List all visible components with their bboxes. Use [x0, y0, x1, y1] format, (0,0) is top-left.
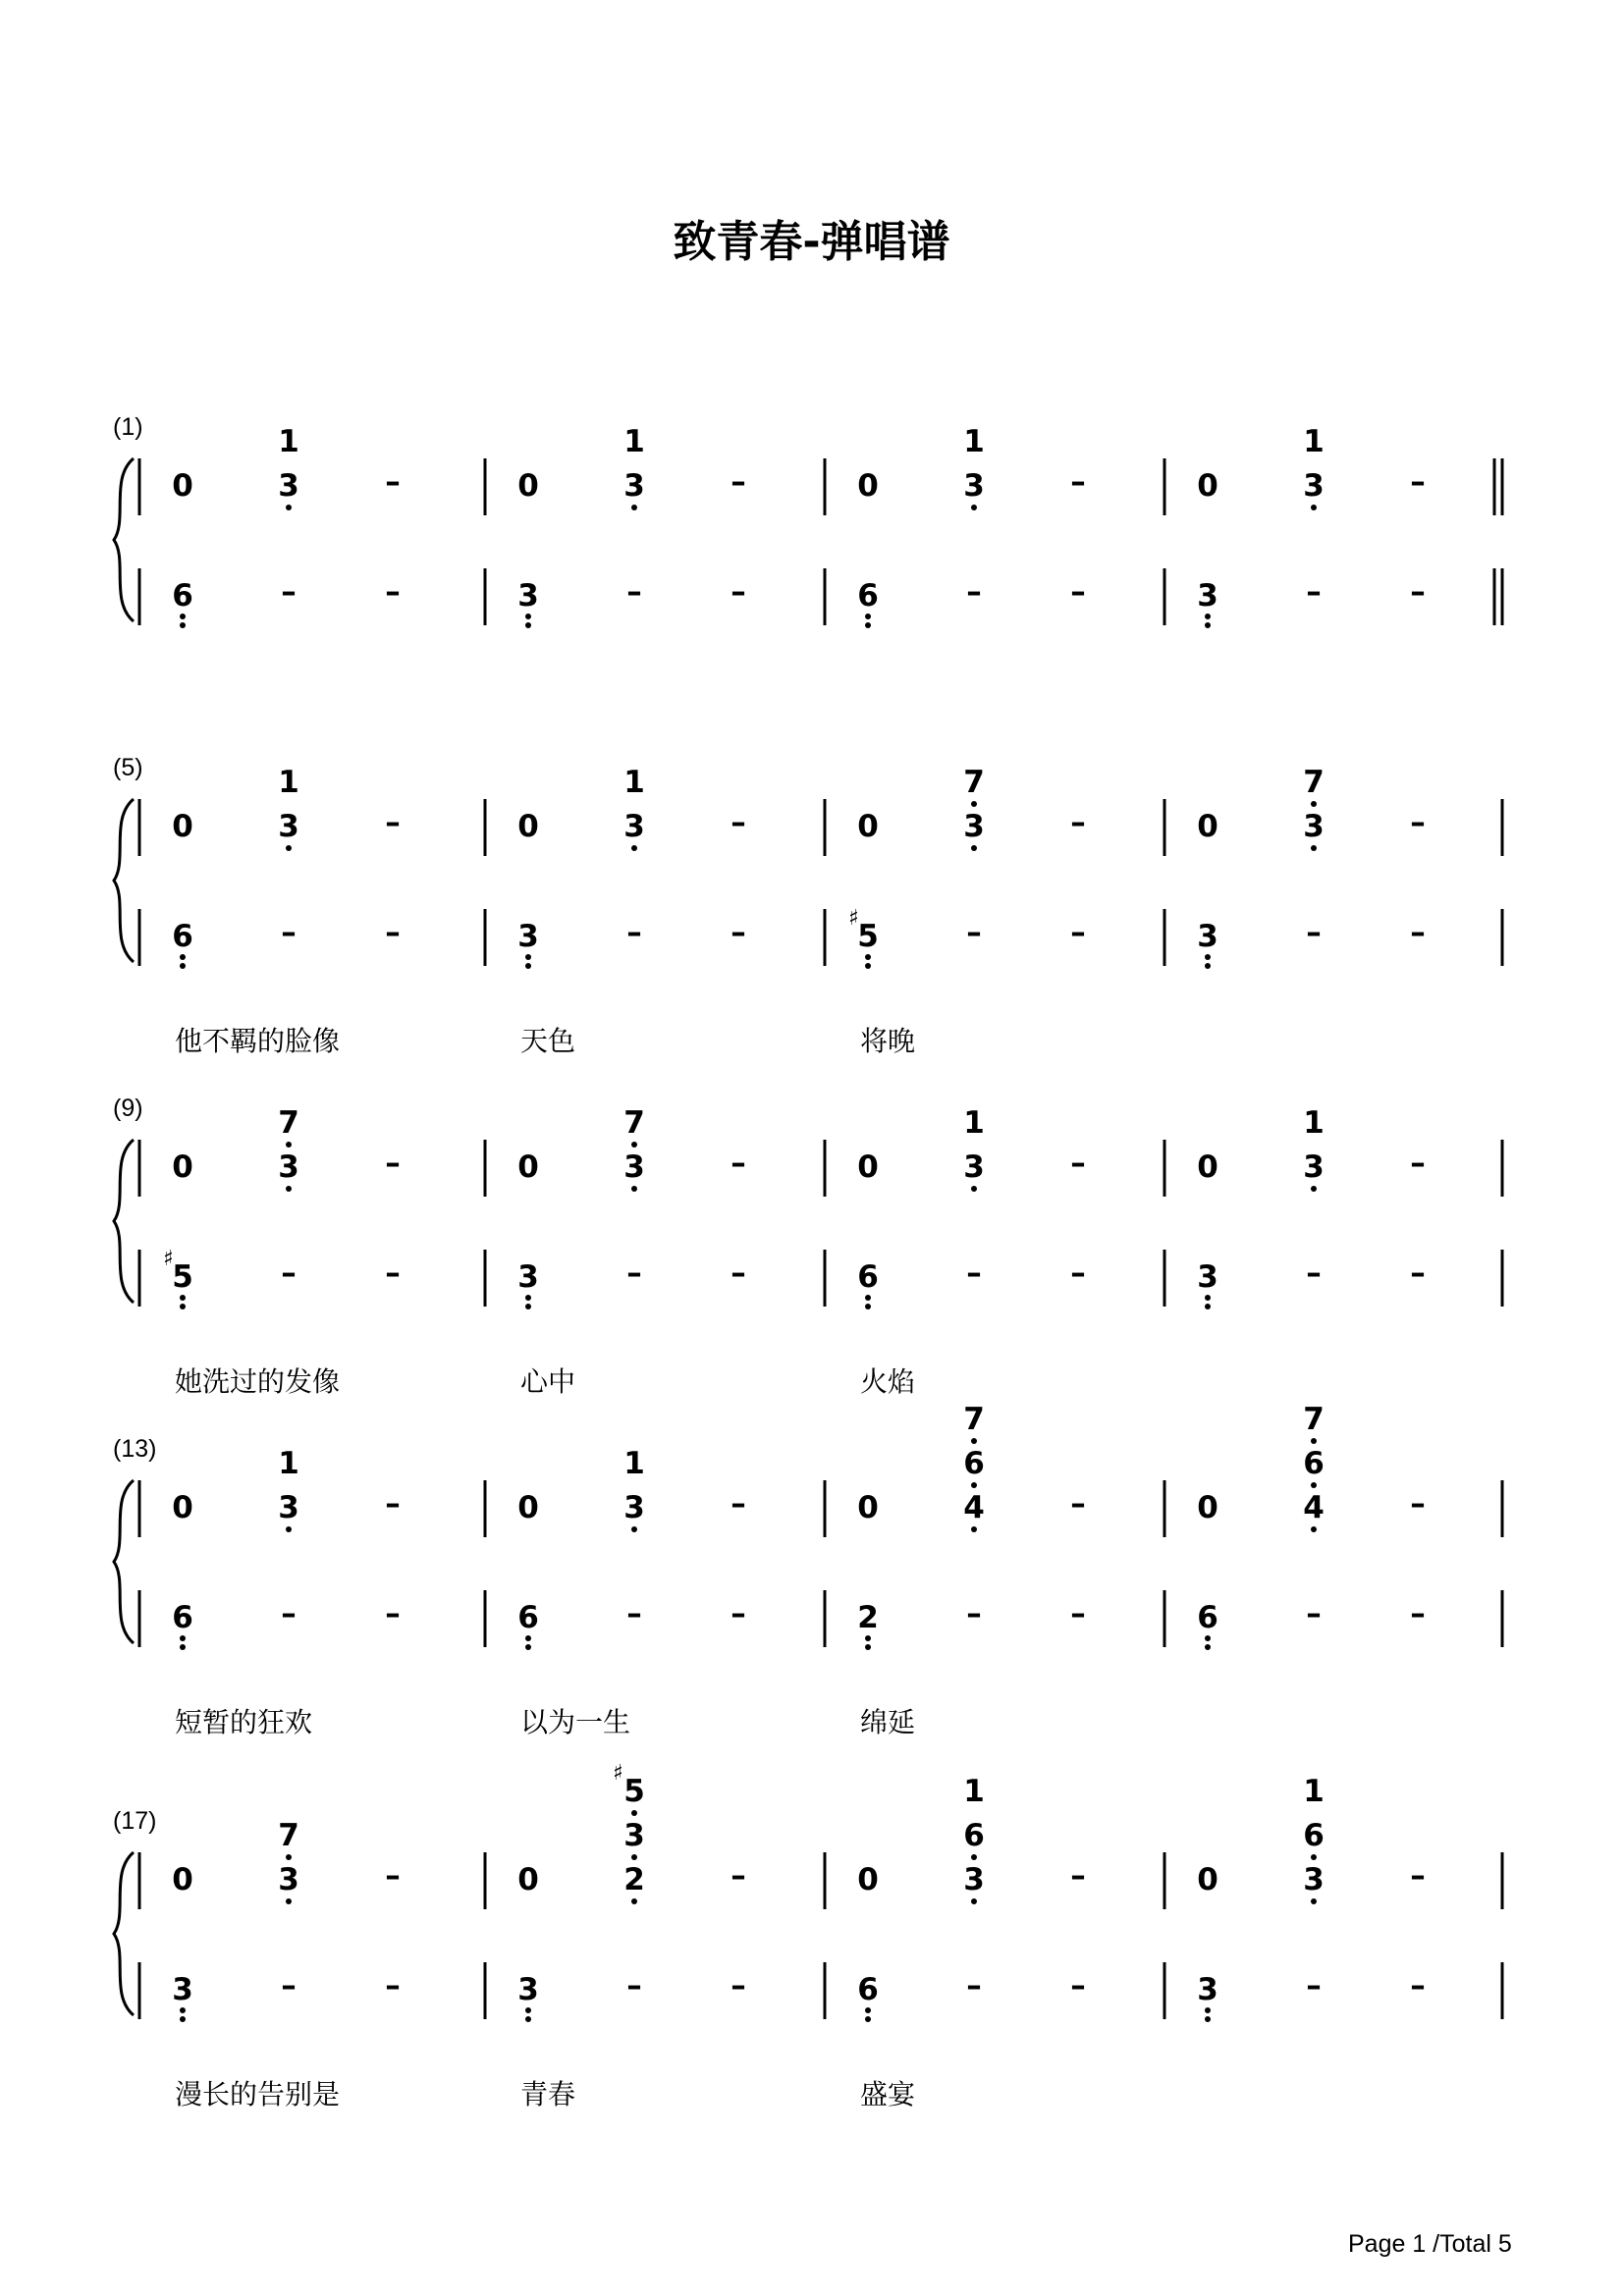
octave-dot-low: [1205, 622, 1211, 628]
octave-dot-low: [525, 963, 531, 969]
sustain-dash: –: [385, 574, 401, 610]
octave-dot-low: [180, 1644, 186, 1650]
system-brace: [114, 799, 134, 962]
sustain-dash: –: [281, 1596, 297, 1631]
octave-dot-low: [865, 1304, 871, 1309]
sustain-dash: –: [1306, 1968, 1322, 2003]
bass-note-digit: 5: [172, 1259, 193, 1295]
bass-note-digit: 3: [517, 1972, 539, 2007]
note-digit: 1: [623, 424, 645, 459]
sustain-dash: –: [385, 915, 401, 950]
octave-dot-low: [1311, 1526, 1317, 1532]
note-digit: 1: [278, 1446, 299, 1481]
sustain-dash: –: [1306, 1255, 1322, 1291]
sustain-dash: –: [385, 1486, 401, 1522]
octave-dot-low: [180, 2016, 186, 2022]
note-digit: 7: [1303, 1402, 1325, 1437]
octave-dot-low: [631, 505, 637, 510]
octave-dot-low: [1311, 1186, 1317, 1192]
octave-dot-low: [865, 963, 871, 969]
sustain-dash: –: [1070, 1968, 1086, 2003]
octave-dot-low: [971, 1898, 977, 1904]
bass-note-digit: 6: [1197, 1600, 1218, 1635]
sustain-dash: –: [966, 574, 982, 610]
note-digit: 1: [623, 1446, 645, 1481]
note-digit: 3: [963, 1862, 985, 1897]
sustain-dash: –: [1070, 805, 1086, 840]
sustain-dash: –: [1070, 915, 1086, 950]
sustain-dash: –: [1306, 915, 1322, 950]
sustain-dash: –: [1070, 1146, 1086, 1181]
bass-note-digit: 3: [1197, 1972, 1218, 2007]
octave-dot-low: [971, 1526, 977, 1532]
octave-dot-low: [971, 845, 977, 851]
sustain-dash: –: [730, 464, 746, 500]
sustain-dash: –: [281, 574, 297, 610]
octave-dot-low: [971, 1438, 977, 1444]
octave-dot-low: [1311, 1898, 1317, 1904]
note-digit: 3: [278, 468, 299, 504]
note-digit: 1: [1303, 1774, 1325, 1809]
octave-dot-low: [631, 1854, 637, 1860]
sustain-dash: –: [730, 1255, 746, 1291]
sustain-dash: –: [1410, 1858, 1426, 1894]
note-digit: 7: [278, 1105, 299, 1141]
note-digit: 1: [963, 1105, 985, 1141]
octave-dot-low: [180, 1295, 186, 1301]
octave-dot-low: [1205, 1295, 1211, 1301]
sustain-dash: –: [1070, 1858, 1086, 1894]
octave-dot-low: [865, 2016, 871, 2022]
octave-dot-low: [180, 622, 186, 628]
note-digit: 3: [623, 1149, 645, 1185]
octave-dot-low: [286, 1526, 292, 1532]
measure-number: (9): [113, 1095, 143, 1122]
bass-note-digit: 3: [1197, 578, 1218, 614]
bass-note-digit: 6: [172, 578, 193, 614]
sustain-dash: –: [626, 1255, 642, 1291]
sustain-dash: –: [1410, 1255, 1426, 1291]
bass-note-digit: 6: [857, 578, 879, 614]
note-digit: 3: [1303, 809, 1325, 844]
note-digit: 3: [278, 1149, 299, 1185]
octave-dot-low: [1205, 614, 1211, 619]
sustain-dash: –: [281, 915, 297, 950]
sustain-dash: –: [730, 574, 746, 610]
sustain-dash: –: [1306, 1596, 1322, 1631]
octave-dot-low: [631, 1526, 637, 1532]
bass-note-digit: 3: [1197, 919, 1218, 954]
octave-dot-low: [1205, 963, 1211, 969]
octave-dot-low: [865, 1635, 871, 1641]
octave-dot-low: [525, 1635, 531, 1641]
sustain-dash: –: [385, 805, 401, 840]
lyric-text: 青春: [520, 2078, 576, 2110]
rest-digit: 0: [1197, 468, 1218, 504]
octave-dot-low: [180, 963, 186, 969]
octave-dot-low: [286, 845, 292, 851]
note-digit: 1: [963, 424, 985, 459]
note-digit: 4: [963, 1490, 985, 1525]
octave-dot-low: [525, 1304, 531, 1309]
octave-dot-low: [286, 1898, 292, 1904]
lyric-text: 盛宴: [860, 2078, 916, 2110]
note-digit: 7: [278, 1818, 299, 1853]
sustain-dash: –: [730, 1858, 746, 1894]
bass-note-digit: 3: [172, 1972, 193, 2007]
octave-dot-low: [631, 1142, 637, 1148]
octave-dot-low: [525, 954, 531, 960]
sharp-sign: ♯: [848, 906, 859, 931]
rest-digit: 0: [517, 1490, 539, 1525]
measure-number: (17): [113, 1807, 157, 1835]
octave-dot-low: [865, 614, 871, 619]
sustain-dash: –: [1070, 1486, 1086, 1522]
octave-dot-low: [971, 1186, 977, 1192]
note-digit: 6: [963, 1446, 985, 1481]
octave-dot-low: [1311, 505, 1317, 510]
sustain-dash: –: [730, 1596, 746, 1631]
lyric-text: 他不羁的脸像: [175, 1025, 341, 1057]
octave-dot-low: [631, 1810, 637, 1816]
note-digit: 3: [623, 1490, 645, 1525]
octave-dot-low: [286, 1854, 292, 1860]
rest-digit: 0: [172, 1149, 193, 1185]
rest-digit: 0: [172, 809, 193, 844]
sustain-dash: –: [626, 915, 642, 950]
sharp-sign: ♯: [613, 1761, 623, 1786]
note-digit: 1: [278, 424, 299, 459]
sustain-dash: –: [626, 1968, 642, 2003]
octave-dot-low: [180, 614, 186, 619]
octave-dot-low: [971, 1482, 977, 1488]
octave-dot-low: [1205, 2016, 1211, 2022]
lyric-text: 将晚: [860, 1025, 916, 1057]
octave-dot-low: [971, 505, 977, 510]
sustain-dash: –: [385, 1255, 401, 1291]
measure-number: (13): [113, 1435, 157, 1463]
page-number: Page 1 /Total 5: [1348, 2230, 1512, 2258]
lyric-text: 火焰: [860, 1365, 916, 1398]
note-digit: 6: [1303, 1818, 1325, 1853]
octave-dot-low: [865, 1644, 871, 1650]
note-digit: 7: [963, 765, 985, 800]
sustain-dash: –: [1070, 464, 1086, 500]
sustain-dash: –: [730, 1146, 746, 1181]
note-digit: 3: [278, 1862, 299, 1897]
bass-note-digit: 6: [172, 1600, 193, 1635]
note-digit: 3: [1303, 1149, 1325, 1185]
sustain-dash: –: [626, 574, 642, 610]
note-digit: 3: [963, 809, 985, 844]
sustain-dash: –: [1410, 464, 1426, 500]
sustain-dash: –: [1410, 1596, 1426, 1631]
sustain-dash: –: [966, 1255, 982, 1291]
bass-note-digit: 2: [857, 1600, 879, 1635]
sustain-dash: –: [730, 805, 746, 840]
octave-dot-low: [865, 622, 871, 628]
rest-digit: 0: [857, 1862, 879, 1897]
note-digit: 3: [1303, 468, 1325, 504]
sustain-dash: –: [385, 1596, 401, 1631]
rest-digit: 0: [172, 1490, 193, 1525]
sustain-dash: –: [966, 915, 982, 950]
page-title: 致青春-弹唱谱: [673, 217, 950, 267]
bass-note-digit: 3: [517, 1259, 539, 1295]
note-digit: 1: [963, 1774, 985, 1809]
octave-dot-low: [1205, 2007, 1211, 2013]
rest-digit: 0: [857, 468, 879, 504]
octave-dot-low: [286, 505, 292, 510]
rest-digit: 0: [172, 1862, 193, 1897]
octave-dot-low: [286, 1186, 292, 1192]
lyric-text: 她洗过的发像: [175, 1365, 341, 1398]
octave-dot-low: [525, 1644, 531, 1650]
note-digit: 6: [963, 1818, 985, 1853]
octave-dot-low: [631, 1898, 637, 1904]
sustain-dash: –: [385, 1858, 401, 1894]
octave-dot-low: [865, 2007, 871, 2013]
sustain-dash: –: [385, 1968, 401, 2003]
sustain-dash: –: [1070, 1255, 1086, 1291]
octave-dot-low: [525, 614, 531, 619]
sustain-dash: –: [1410, 915, 1426, 950]
octave-dot-low: [971, 801, 977, 807]
sustain-dash: –: [966, 1968, 982, 2003]
octave-dot-low: [525, 622, 531, 628]
note-digit: 1: [278, 765, 299, 800]
sustain-dash: –: [1306, 574, 1322, 610]
note-digit: 3: [278, 809, 299, 844]
note-digit: 5: [623, 1774, 645, 1809]
note-digit: 3: [278, 1490, 299, 1525]
octave-dot-low: [1311, 845, 1317, 851]
sustain-dash: –: [1070, 1596, 1086, 1631]
system-brace: [114, 1140, 134, 1303]
note-digit: 6: [1303, 1446, 1325, 1481]
sustain-dash: –: [1410, 1146, 1426, 1181]
system-brace: [114, 458, 134, 621]
bass-note-digit: 6: [172, 919, 193, 954]
measure-number: (5): [113, 754, 143, 781]
note-digit: 3: [963, 1149, 985, 1185]
rest-digit: 0: [517, 809, 539, 844]
rest-digit: 0: [172, 468, 193, 504]
rest-digit: 0: [857, 1490, 879, 1525]
sustain-dash: –: [1410, 1486, 1426, 1522]
octave-dot-low: [631, 1186, 637, 1192]
bass-note-digit: 6: [857, 1259, 879, 1295]
note-digit: 7: [623, 1105, 645, 1141]
lyric-text: 漫长的告别是: [175, 2078, 341, 2110]
octave-dot-low: [971, 1854, 977, 1860]
octave-dot-low: [1311, 1482, 1317, 1488]
sustain-dash: –: [281, 1968, 297, 2003]
note-digit: 3: [623, 468, 645, 504]
note-digit: 2: [623, 1862, 645, 1897]
bass-note-digit: 6: [517, 1600, 539, 1635]
sustain-dash: –: [1410, 805, 1426, 840]
octave-dot-low: [180, 1304, 186, 1309]
octave-dot-low: [1311, 1438, 1317, 1444]
octave-dot-low: [1205, 1635, 1211, 1641]
rest-digit: 0: [857, 809, 879, 844]
note-digit: 3: [1303, 1862, 1325, 1897]
octave-dot-low: [631, 845, 637, 851]
sustain-dash: –: [1410, 574, 1426, 610]
octave-dot-low: [1205, 1304, 1211, 1309]
system-brace: [114, 1852, 134, 2015]
note-digit: 7: [1303, 765, 1325, 800]
note-digit: 1: [623, 765, 645, 800]
note-digit: 4: [1303, 1490, 1325, 1525]
bass-note-digit: 3: [517, 919, 539, 954]
rest-digit: 0: [517, 1149, 539, 1185]
note-digit: 3: [623, 1818, 645, 1853]
sustain-dash: –: [281, 1255, 297, 1291]
lyric-text: 短暂的狂欢: [175, 1706, 313, 1738]
sustain-dash: –: [385, 1146, 401, 1181]
note-digit: 1: [1303, 424, 1325, 459]
rest-digit: 0: [1197, 1862, 1218, 1897]
note-digit: 1: [1303, 1105, 1325, 1141]
note-digit: 3: [963, 468, 985, 504]
sustain-dash: –: [1410, 1968, 1426, 2003]
octave-dot-low: [525, 2016, 531, 2022]
bass-note-digit: 3: [517, 578, 539, 614]
bass-note-digit: 6: [857, 1972, 879, 2007]
octave-dot-low: [1311, 1854, 1317, 1860]
octave-dot-low: [1205, 1644, 1211, 1650]
rest-digit: 0: [857, 1149, 879, 1185]
sustain-dash: –: [966, 1596, 982, 1631]
sustain-dash: –: [626, 1596, 642, 1631]
rest-digit: 0: [1197, 809, 1218, 844]
sharp-sign: ♯: [163, 1247, 174, 1271]
rest-digit: 0: [517, 468, 539, 504]
bass-note-digit: 5: [857, 919, 879, 954]
octave-dot-low: [180, 2007, 186, 2013]
sustain-dash: –: [730, 1968, 746, 2003]
lyric-text: 心中: [520, 1365, 576, 1398]
sustain-dash: –: [730, 1486, 746, 1522]
lyric-text: 天色: [520, 1025, 576, 1057]
octave-dot-low: [180, 1635, 186, 1641]
note-digit: 7: [963, 1402, 985, 1437]
sustain-dash: –: [730, 915, 746, 950]
rest-digit: 0: [1197, 1490, 1218, 1525]
octave-dot-low: [865, 954, 871, 960]
octave-dot-low: [865, 1295, 871, 1301]
sustain-dash: –: [385, 464, 401, 500]
sustain-dash: –: [1070, 574, 1086, 610]
lyric-text: 绵延: [860, 1706, 916, 1738]
bass-note-digit: 3: [1197, 1259, 1218, 1295]
rest-digit: 0: [1197, 1149, 1218, 1185]
note-digit: 3: [623, 809, 645, 844]
octave-dot-low: [286, 1142, 292, 1148]
system-brace: [114, 1480, 134, 1643]
measure-number: (1): [113, 413, 143, 441]
octave-dot-low: [1205, 954, 1211, 960]
octave-dot-low: [525, 1295, 531, 1301]
octave-dot-low: [525, 2007, 531, 2013]
rest-digit: 0: [517, 1862, 539, 1897]
lyric-text: 以为一生: [520, 1706, 631, 1738]
octave-dot-low: [180, 954, 186, 960]
octave-dot-low: [1311, 801, 1317, 807]
